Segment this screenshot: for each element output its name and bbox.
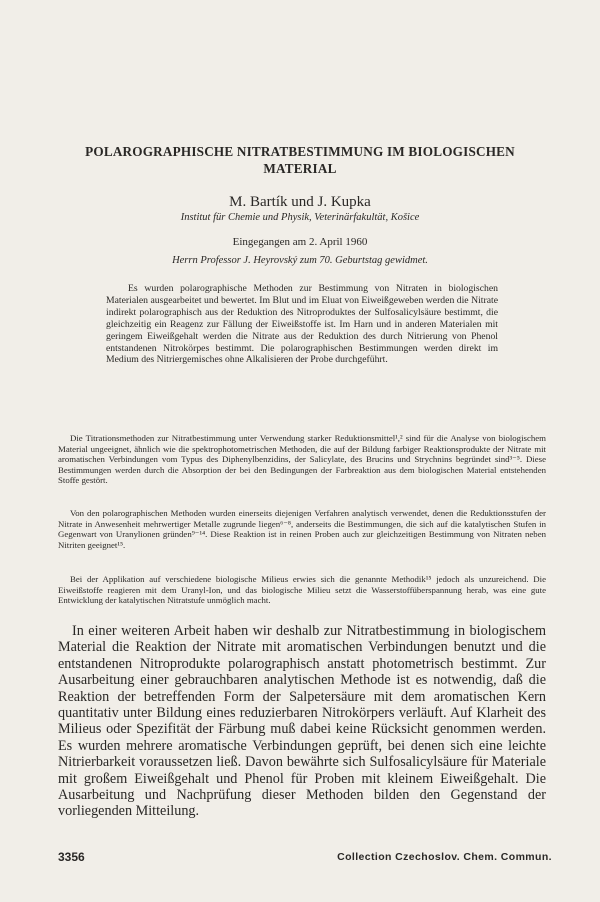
dedication: Herrn Professor J. Heyrovský zum 70. Geburtstag gewidmet. [172,255,428,266]
application-paragraph: Bei der Applikation auf verschiedene biologische Milieus erwies sich die genannte Methodik¹⁵ jedoch als unzureichend. Die Eiweißstoffe reagieren mit dem Uranyl-Ion, und das biologische Milieu setzt die Wasserstoffüberspannung herab, was eine gute Entwicklung der katalytischen Nitratstufe unmöglich macht. [58,574,546,606]
journal-name: Collection Czechoslov. Chem. Commun. [337,851,552,863]
intro-paragraph: Die Titrationsmethoden zur Nitratbestimmung unter Verwendung starker Reduktionsmittel¹,² sind für die Analyse von biologischem Material ungeeignet, ähnlich wie die spektrophotometrischen Methoden, die auf der Bildung farbiger Reaktionsprodukte der Nitrate mit aromatischen Verbindungen vom Typus des Diphenylbenzidins, der Salicylate, des Brucins und Strychnins begründet sind³⁻⁵. Diese Bestimmungen werden durch die Absorption der bei den Bedingungen der Farbreaktion aus dem biologischen Material entstehenden Stoffe gestört. [58,433,546,486]
authors: M. Bartík und J. Kupka [229,194,371,210]
polarographic-methods-paragraph: Von den polarographischen Methoden wurden einerseits diejenigen Verfahren analytisch verwendet, denen die Reduktionsstufen der Nitrate in Anwesenheit mehrwertiger Metalle zugrunde liegen⁶⁻⁸, anderseits die Bestimmungen, die sich auf die katalytischen Stufen in Gegenwart von Uranylionen gründen⁹⁻¹⁴. Diese Reaktion ist in reinen Proben auch zur gleichzeitigen Bestimmung von Nitraten neben Nitriten geeignet¹⁵. [58,508,546,550]
abstract: Es wurden polarographische Methoden zur Bestimmung von Nitraten in biologischen Materialen ausgearbeitet und bewertet. Im Blut und im Eluat von Eiweißgeweben werden die Nitrate indirekt polarographisch aus der Reduktion des Nitroproduktes der Sulfosalicylsäure bestimmt, die gleichzeitig ein Reagenz zur Fällung der Eiweißstoffe ist. Im Harn und in anderen Materialen mit geringem Eiweißgehalt werden die Nitrate aus der Reduktion des durch Nitrierung von Phenol entstandenen Nitrokörpes bestimmt. Die polarographischen Bestimmungen werden direkt im Medium des Nitriergemisches ohne Alkalisieren der Probe durchgeführt. [106,283,498,366]
page-number: 3356 [58,850,85,864]
main-text-paragraph: In einer weiteren Arbeit haben wir deshalb zur Nitratbestimmung in biologischem Material die Reaktion der Nitrate mit aromatischen Verbindungen benutzt und die entstandenen Nitroprodukte polarographisch anstatt photometrisch bestimmt. Zur Ausarbeitung einer gebrauchbaren analytischen Methode ist es notwendig, daß die Reaktion der betreffenden Form der Salpetersäure mit dem aromatischen Kern quantitativ unter Bildung eines reduzierbaren Nitrokörpers verläuft. Auf Klarheit des Milieus oder Spezifität der Färbung muß dabei keine Rücksicht genommen werden. Es wurden mehrere aromatische Verbindungen geprüft, bei denen sich eine leichte Nitrierbarkeit voraussetzen ließ. Davon bewährte sich Sulfosalicylsäure für Materiale mit großem Eiweißgehalt und Phenol für Proben mit kleinem Eiweißgehalt. Die Ausarbeitung und Nachprüfung dieser Methoden bilden den Gegenstand der vorliegenden Mitteilung. [58,623,546,820]
article-title: POLAROGRAPHISCHE NITRATBESTIMMUNG IM BIOLOGISCHEN MATERIAL [85,144,515,176]
affiliation: Institut für Chemie und Physik, Veterinärfakultät, Košice [180,212,420,223]
received-date: Eingegangen am 2. April 1960 [232,236,368,248]
